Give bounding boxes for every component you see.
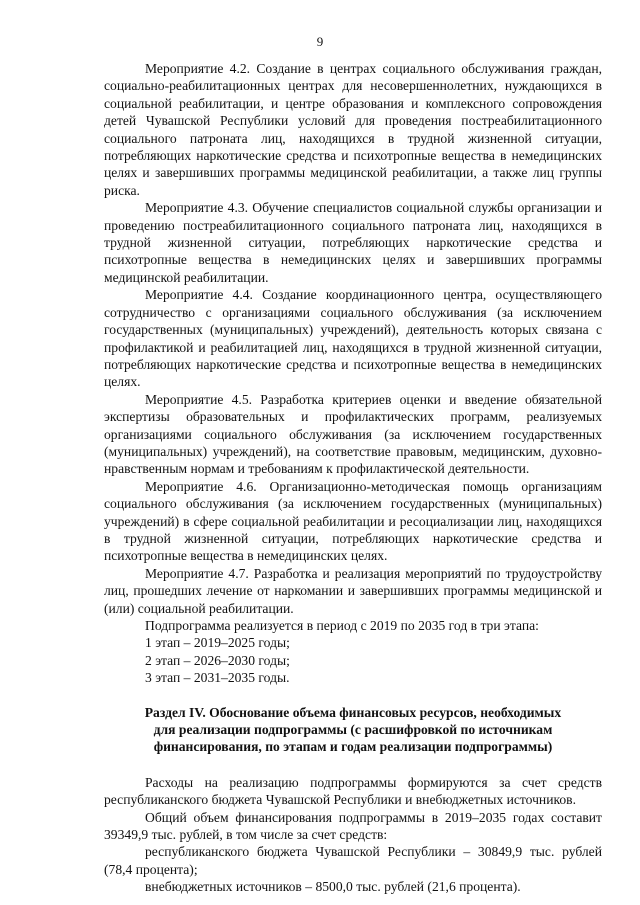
paragraph-measure-4-6: Мероприятие 4.6. Организационно-методическая помощь организациям социального обслуживания (за исключением государственных (муниципальных) учреждений) в сфере социальной реабилитации и ресоциализации лиц, находящихся в трудной жизненной ситуации, потребляющих наркотические средства и психотропные вещества в немедицинских целях. [104,478,602,564]
paragraph-measure-4-3: Мероприятие 4.3. Обучение специалистов социальной службы организации и проведению постреабилитационного социального патроната лиц, находящихся в трудной жизненной ситуации, потребляющих наркотические средства и психотропные вещества в немедицинских целях и завершивших программы медицинской реабилитации. [104,200,602,285]
paragraph-measure-4-2: Мероприятие 4.2. Создание в центрах социального обслуживания граждан, социально-реабилитационных центрах для несовершеннолетних, нуждающихся в социальной реабилитации, и центре образования и комплексного сопровождения детей Чувашской Республики условий для проведения постреабилитационного социального патроната лиц, находящихся в трудной жизненной ситуации, потребляющих наркотические средства и психотропные вещества в немедицинских целях и завершивших программы медицинской реабилитации, а также лиц группы риска. [104,61,602,198]
paragraph-extrabudgetary: внебюджетных источников – 8500,0 тыс. рублей (21,6 процента). [145,879,521,895]
section-heading-line: финансирования, по этапам и годам реализации подпрограммы) [153,739,553,755]
paragraph-measure-4-5: Мероприятие 4.5. Разработка критериев оценки и введение обязательной экспертизы образовательных и профилактических программ, реализуемых организациями социального обслуживания (за исключением государственных (муниципальных) учреждений), на соответствие правовым, медицинским, духовно-нравственным нормам и требованиям к профилактической деятельности. [104,391,602,477]
document-body [104,60,602,896]
paragraph-republican-budget: республиканского бюджета Чувашской Республики – 30849,9 тыс. рублей (78,4 процента); [104,844,602,877]
paragraph-total-funding: Общий объем финансирования подпрограммы в 2019–2035 годах составит 39349,9 тыс. рублей, в том числе за счет средств: [104,809,602,843]
list-item-stage-1: 1 этап – 2019–2025 годы; [145,635,290,651]
paragraph-measure-4-4: Мероприятие 4.4. Создание координационного центра, осуществляющего сотрудничество с организациями социального обслуживания (за исключением государственных (муниципальных) учреждений), деятельность которых связана с профилактикой и реабилитацией лиц, находящихся в трудной жизненной ситуации, потребляющих наркотические средства и психотропные вещества в немедицинских целях. [104,287,602,390]
section-heading [104,704,602,756]
page-number: 9 [316,34,324,49]
list-item-stage-3: 3 этап – 2031–2035 годы. [145,670,290,686]
paragraph-measure-4-7: Мероприятие 4.7. Разработка и реализация мероприятий по трудоустройству лиц, прошедших лечение от наркомании и завершивших программы медицинской и (или) социальной реабилитации. [104,565,602,616]
paragraph-implementation-period: Подпрограмма реализуется в период с 2019 по 2035 год в три этапа: [145,618,539,633]
list-item-stage-2: 2 этап – 2026–2030 годы; [145,652,290,668]
section-heading-line: для реализации подпрограммы (с расшифровкой по источникам [153,722,553,738]
paragraph-funding-sources: Расходы на реализацию подпрограммы формируются за счет средств республиканского бюджета Чувашской Республики и внебюджетных источников. [104,774,602,808]
section-heading-line: Раздел IV. Обоснование объема финансовых ресурсов, необходимых [144,704,562,720]
